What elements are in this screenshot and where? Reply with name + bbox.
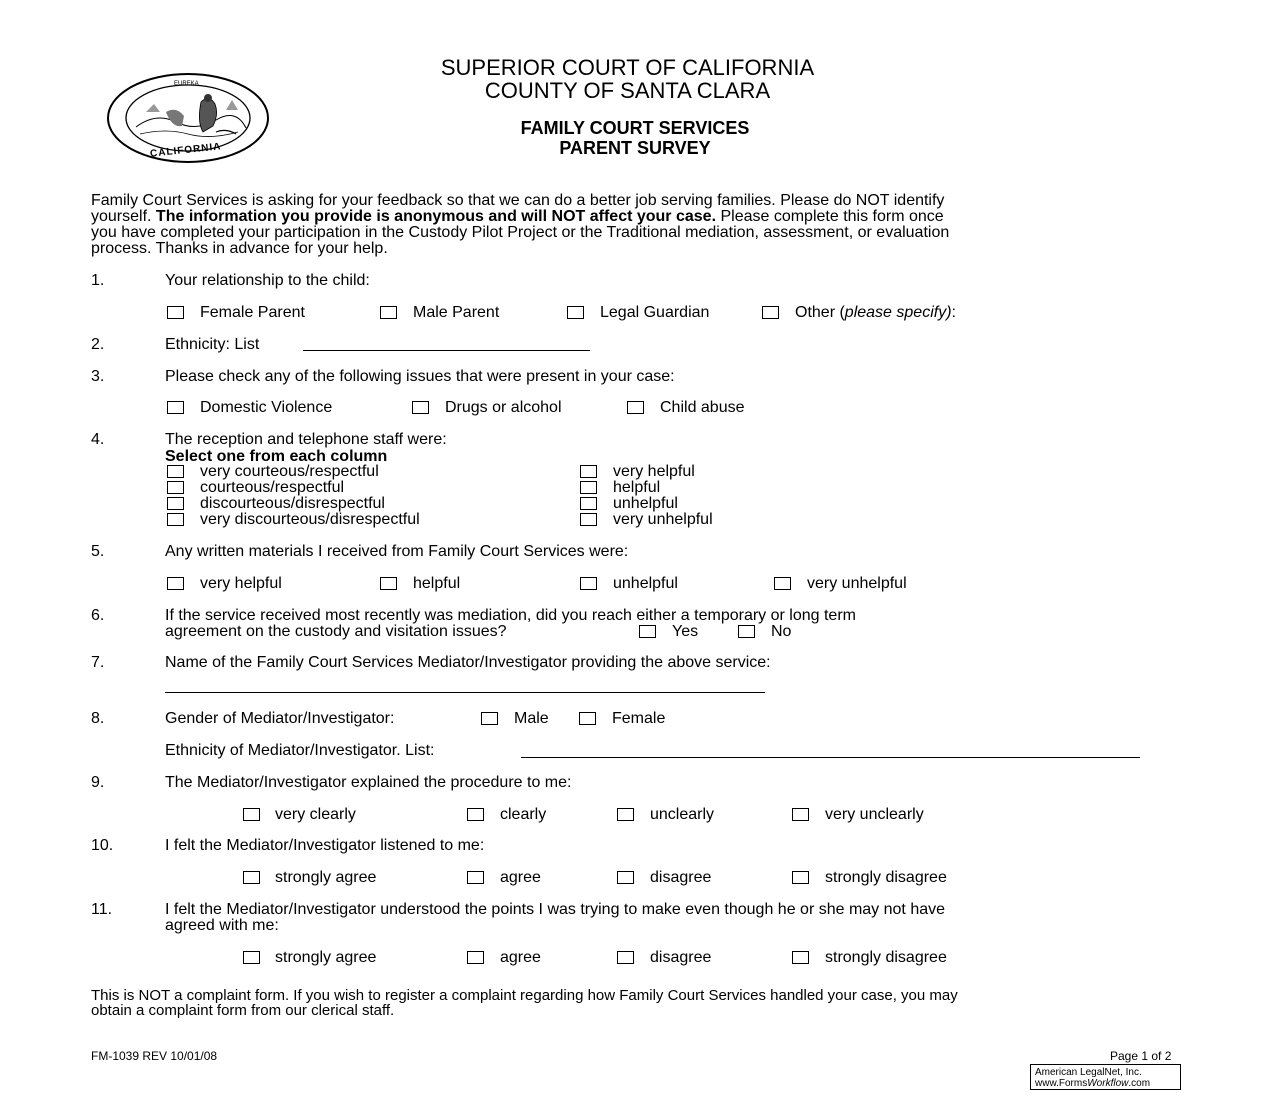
q5-text: Any written materials I received from Family Court Services were: — [165, 543, 629, 560]
q6-line-1: If the service received most recently was mediation, did you reach either a temporary or long term — [165, 607, 856, 624]
q11-number: 11. — [91, 901, 113, 918]
q5-number: 5. — [91, 543, 105, 560]
q7-number: 7. — [91, 654, 105, 671]
q6-yes-checkbox[interactable] — [639, 625, 656, 638]
q4-col1-opt4-checkbox[interactable] — [167, 513, 184, 526]
q10-strongly-agree-checkbox[interactable] — [243, 871, 260, 884]
complaint-note-line-1: This is NOT a complaint form. If you wish to register a complaint regarding how Family Court Services handled your case, you may — [91, 987, 958, 1004]
q4-col1-opt2-label: courteous/respectful — [200, 479, 345, 496]
intro-line-2a: yourself. — [91, 208, 156, 225]
q7-mediator-name-field[interactable] — [165, 692, 765, 693]
q11-strongly-disagree-checkbox[interactable] — [792, 951, 809, 964]
q3-child-abuse-checkbox[interactable] — [627, 401, 644, 414]
page-number: Page 1 of 2 — [1110, 1049, 1172, 1063]
q1-female-parent-checkbox[interactable] — [167, 306, 184, 319]
q4-text: The reception and telephone staff were: — [165, 431, 447, 448]
q1-number: 1. — [91, 272, 105, 289]
q7-text: Name of the Family Court Services Mediator/Investigator providing the above service: — [165, 654, 771, 671]
q1-other-text: Other ( — [795, 304, 845, 321]
vendor-name: American LegalNet, Inc. — [1035, 1067, 1142, 1078]
q5-unhelpful-label: unhelpful — [613, 575, 678, 592]
q10-disagree-checkbox[interactable] — [617, 871, 634, 884]
q3-domestic-violence-checkbox[interactable] — [167, 401, 184, 414]
q6-no-checkbox[interactable] — [738, 625, 755, 638]
vendor-url — [1035, 1078, 1180, 1089]
court-title: SUPERIOR COURT OF CALIFORNIA — [440, 55, 815, 80]
q8-male-label: Male — [514, 710, 549, 727]
q3-text: Please check any of the following issues that were present in your case: — [165, 368, 675, 385]
q9-very-unclearly-checkbox[interactable] — [792, 808, 809, 821]
q4-col2-opt2-checkbox[interactable] — [580, 481, 597, 494]
q9-clearly-checkbox[interactable] — [467, 808, 484, 821]
q2-ethnicity-field[interactable] — [303, 350, 590, 351]
q4-number: 4. — [91, 431, 105, 448]
q2-text: Ethnicity: List — [165, 336, 260, 353]
q11-strongly-agree-label: strongly agree — [275, 949, 377, 966]
q4-col1-opt4-label: very discourteous/disrespectful — [200, 511, 420, 528]
q8-number: 8. — [91, 710, 105, 727]
q4-col2-opt1-checkbox[interactable] — [580, 465, 597, 478]
q10-agree-label: agree — [500, 869, 541, 886]
q4-col1-opt1-label: very courteous/respectful — [200, 463, 379, 480]
q1-text: Your relationship to the child: — [165, 272, 370, 289]
q11-strongly-disagree-label: strongly disagree — [825, 949, 947, 966]
q9-clearly-label: clearly — [500, 806, 547, 823]
q6-number: 6. — [91, 607, 105, 624]
q8-female-label: Female — [612, 710, 666, 727]
q10-disagree-label: disagree — [650, 869, 712, 886]
intro-line-1: Family Court Services is asking for your feedback so that we can do a better job serving families. Please do NOT identify — [91, 192, 945, 209]
q5-very-helpful-label: very helpful — [200, 575, 282, 592]
q4-col2-opt2-label: helpful — [613, 479, 661, 496]
vendor-url-i: Workflow — [1087, 1078, 1129, 1089]
q1-female-parent-label: Female Parent — [200, 304, 305, 321]
q3-drugs-alcohol-label: Drugs or alcohol — [445, 399, 562, 416]
q8-ethnicity-label: Ethnicity of Mediator/Investigator. List: — [165, 742, 435, 759]
q8-female-checkbox[interactable] — [579, 712, 596, 725]
q9-very-unclearly-label: very unclearly — [825, 806, 924, 823]
q10-strongly-agree-label: strongly agree — [275, 869, 377, 886]
intro-line-2 — [91, 209, 1191, 225]
q11-disagree-label: disagree — [650, 949, 712, 966]
q1-other-specify: please specify) — [844, 304, 952, 321]
q1-other-label — [795, 305, 956, 321]
q4-col2-opt4-checkbox[interactable] — [580, 513, 597, 526]
q5-helpful-label: helpful — [413, 575, 461, 592]
q4-col1-opt3-checkbox[interactable] — [167, 497, 184, 510]
q5-helpful-checkbox[interactable] — [380, 577, 397, 590]
form-title: PARENT SURVEY — [559, 138, 711, 158]
q2-number: 2. — [91, 336, 105, 353]
q6-line-2: agreement on the custody and visitation issues? — [165, 623, 507, 640]
q5-very-unhelpful-label: very unhelpful — [807, 575, 907, 592]
q9-very-clearly-label: very clearly — [275, 806, 356, 823]
q11-strongly-agree-checkbox[interactable] — [243, 951, 260, 964]
q8-text: Gender of Mediator/Investigator: — [165, 710, 395, 727]
q1-legal-guardian-checkbox[interactable] — [567, 306, 584, 319]
q3-number: 3. — [91, 368, 105, 385]
q10-strongly-disagree-label: strongly disagree — [825, 869, 947, 886]
q6-yes-label: Yes — [672, 623, 699, 640]
q4-col1-opt1-checkbox[interactable] — [167, 465, 184, 478]
q4-instruction: Select one from each column — [165, 448, 388, 465]
q3-domestic-violence-label: Domestic Violence — [200, 399, 333, 416]
q9-very-clearly-checkbox[interactable] — [243, 808, 260, 821]
q5-very-helpful-checkbox[interactable] — [167, 577, 184, 590]
q9-number: 9. — [91, 774, 105, 791]
q4-col2-opt3-checkbox[interactable] — [580, 497, 597, 510]
q4-col2-opt1-label: very helpful — [613, 463, 695, 480]
q11-disagree-checkbox[interactable] — [617, 951, 634, 964]
intro-line-3: you have completed your participation in the Custody Pilot Project or the Traditional mediation, assessment, or evaluation — [91, 224, 950, 241]
q4-col2-opt4-label: very unhelpful — [613, 511, 713, 528]
county-title: COUNTY OF SANTA CLARA — [484, 78, 771, 103]
q1-male-parent-checkbox[interactable] — [380, 306, 397, 319]
vendor-url-a: www.Forms — [1035, 1078, 1088, 1089]
q1-male-parent-label: Male Parent — [413, 304, 500, 321]
q9-unclearly-label: unclearly — [650, 806, 715, 823]
intro-paragraph — [91, 193, 1191, 257]
intro-line-2b: Please complete this form once — [716, 208, 944, 225]
q9-unclearly-checkbox[interactable] — [617, 808, 634, 821]
department-title: FAMILY COURT SERVICES — [520, 118, 750, 138]
q1-other-checkbox[interactable] — [762, 306, 779, 319]
q3-child-abuse-label: Child abuse — [660, 399, 745, 416]
complaint-note-line-2: obtain a complaint form from our clerical staff. — [91, 1002, 395, 1019]
vendor-logo — [1030, 1064, 1181, 1090]
q11-agree-label: agree — [500, 949, 541, 966]
q10-text: I felt the Mediator/Investigator listened to me: — [165, 837, 485, 854]
q8-male-checkbox[interactable] — [481, 712, 498, 725]
q11-agree-checkbox[interactable] — [467, 951, 484, 964]
intro-line-4: process. Thanks in advance for your help. — [91, 240, 388, 257]
q6-no-label: No — [771, 623, 792, 640]
q10-strongly-disagree-checkbox[interactable] — [792, 871, 809, 884]
q8-ethnicity-field[interactable] — [521, 757, 1140, 758]
q1-other-colon: : — [951, 304, 956, 321]
q5-unhelpful-checkbox[interactable] — [580, 577, 597, 590]
q10-number: 10. — [91, 837, 114, 854]
form-id: FM-1039 REV 10/01/08 — [91, 1049, 218, 1063]
vendor-url-b: .com — [1128, 1078, 1151, 1089]
intro-anonymous-notice: The information you provide is anonymous and will NOT affect your case. — [155, 208, 717, 225]
q4-col2-opt3-label: unhelpful — [613, 495, 678, 512]
q4-col1-opt3-label: discourteous/disrespectful — [200, 495, 385, 512]
q4-col1-opt2-checkbox[interactable] — [167, 481, 184, 494]
seal-text-bottom: CALIFORNIA — [149, 141, 222, 160]
q3-drugs-alcohol-checkbox[interactable] — [412, 401, 429, 414]
q1-legal-guardian-label: Legal Guardian — [600, 304, 710, 321]
q9-text: The Mediator/Investigator explained the procedure to me: — [165, 774, 572, 791]
q11-line-1: I felt the Mediator/Investigator understood the points I was trying to make even though he or she may not have — [165, 901, 946, 918]
q5-very-unhelpful-checkbox[interactable] — [774, 577, 791, 590]
q10-agree-checkbox[interactable] — [467, 871, 484, 884]
q11-line-2: agreed with me: — [165, 917, 279, 934]
seal-motto: EUREKA — [174, 81, 199, 87]
